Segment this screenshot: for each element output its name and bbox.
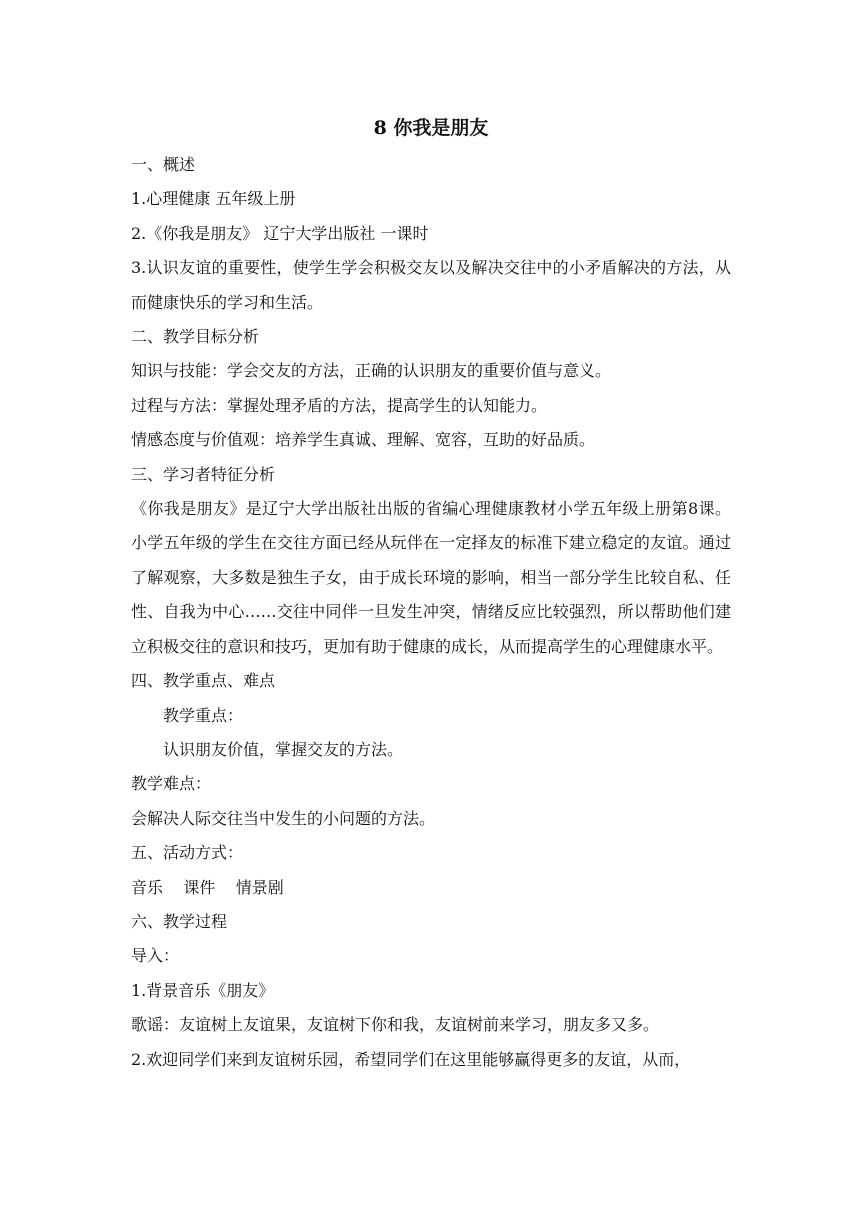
section-heading-activities: 五、活动方式： [131,843,244,863]
document-page [131,112,731,1077]
difficulty-text: 会解决人际交往当中发生的小问题的方法。 [131,808,436,828]
overview-item-3: 3.认识友谊的重要性，使学生学会积极交友以及解决交往中的小矛盾解决的方法，从而健康快乐的学习和生活。 [131,258,731,312]
overview-item-2: 2.《你我是朋友》 辽宁大学出版社 一课时 [131,223,429,243]
procedure-intro-label: 导入： [131,946,180,966]
procedure-step-2: 2.欢迎同学们来到友谊树乐园，希望同学们在这里能够赢得更多的友谊，从而， [131,1049,691,1069]
section-heading-procedure: 六、教学过程 [131,911,228,931]
learners-paragraph: 《你我是朋友》是辽宁大学出版社出版的省编心理健康教材小学五年级上册第8课。小学五年级的学生在交往方面已经从玩伴在一定择友的标准下建立稳定的友谊。通过了解观察，大多数是独生子女，由于成长环境的影响，相当一部分学生比较自私、任性、自我为中心……交往中同伴一旦发生冲突，情绪反应比较强烈，所以帮助他们建立积极交往的意识和技巧，更加有助于健康的成长，从而提高学生的心理健康水平。 [131,499,731,656]
objective-knowledge: 知识与技能：学会交友的方法，正确的认识朋友的重要价值与意义。 [131,361,612,381]
section-heading-overview: 一、概述 [131,155,196,174]
focus-label: 教学重点： [163,705,244,725]
section-heading-objectives: 二、教学目标分析 [131,327,260,347]
procedure-step-1: 1.背景音乐《朋友》 [131,980,275,1000]
document-title: 8 你我是朋友 [373,117,489,139]
section-heading-key-points: 四、教学重点、难点 [131,671,276,691]
objective-process: 过程与方法：掌握处理矛盾的方法，提高学生的认知能力。 [131,395,548,415]
overview-item-1: 1.心理健康 五年级上册 [131,189,296,209]
difficulty-label: 教学难点： [131,774,212,794]
focus-text: 认识朋友价值，掌握交友的方法。 [163,739,404,759]
procedure-song: 歌谣：友谊树上友谊果，友谊树下你和我，友谊树前来学习，朋友多又多。 [131,1015,660,1035]
activity-methods: 音乐 课件 情景剧 [131,877,284,897]
section-heading-learners: 三、学习者特征分析 [131,464,276,484]
objective-emotion: 情感态度与价值观：培养学生真诚、理解、宽容，互助的好品质。 [131,430,596,450]
